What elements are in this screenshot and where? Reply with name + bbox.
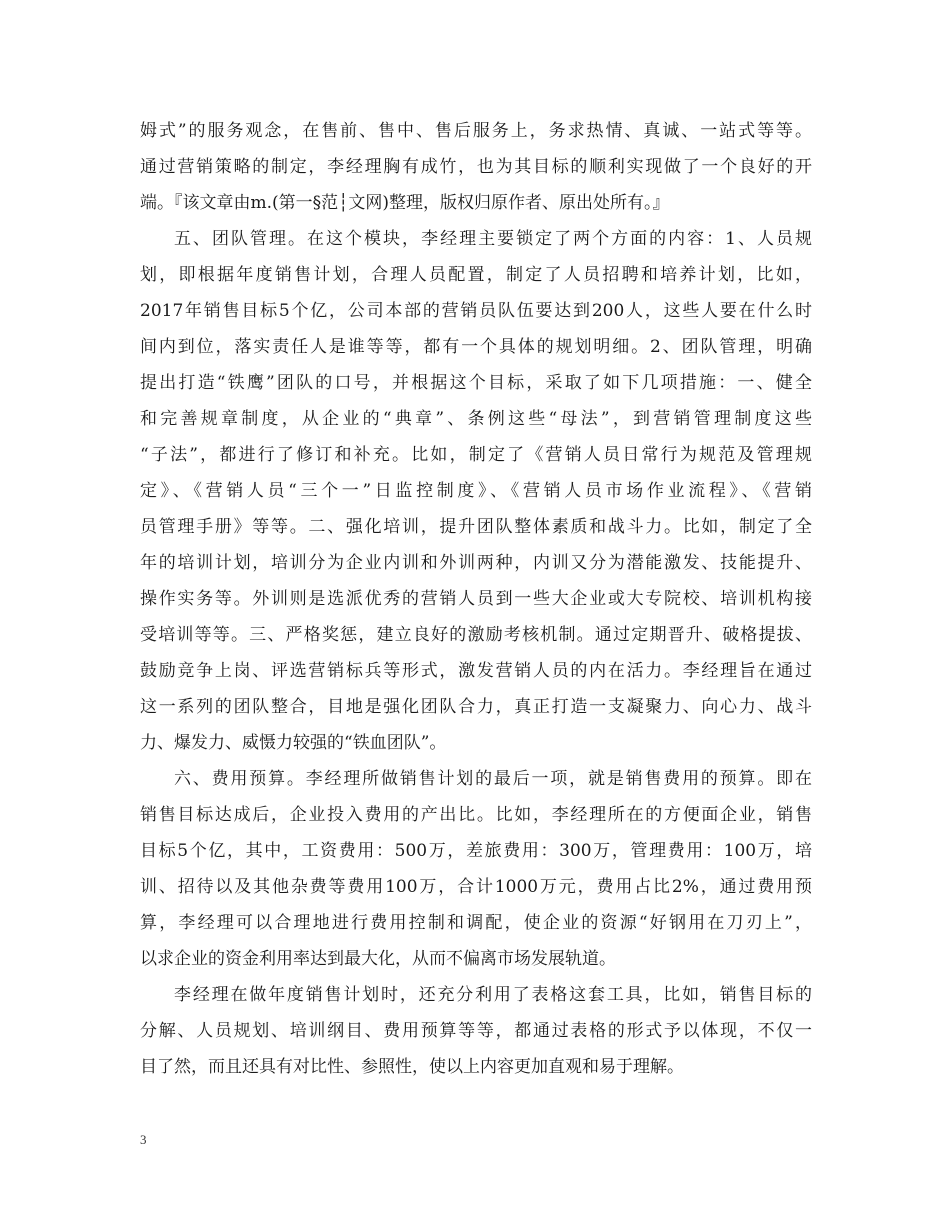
text-line: 间内到位，落实责任人是谁等等，都有一个具体的规划明细。2、团队管理，明确	[140, 337, 812, 357]
text-line: 2017年销售目标5个亿，公司本部的营销员队伍要达到200人，这些人要在什么时	[140, 301, 812, 321]
body-text	[140, 113, 812, 1085]
text-line: 提出打造“铁鹰”团队的口号，并根据这个目标，采取了如下几项措施：一、健全	[140, 373, 812, 393]
text-line: 训、招待以及其他杂费等费用100万，合计1000万元，费用占比2%，通过费用预	[140, 877, 812, 897]
text-line: 划，即根据年度销售计划，合理人员配置，制定了人员招聘和培养计划，比如，	[140, 265, 812, 285]
paragraph-start-budget: 六、费用预算。李经理所做销售计划的最后一项，就是销售费用的预算。即在	[174, 769, 812, 789]
text-line: 和完善规章制度，从企业的“典章”、条例这些“母法”，到营销管理制度这些	[140, 409, 812, 429]
text-line: 分解、人员规划、培训纲目、费用预算等等，都通过表格的形式予以体现，不仅一	[140, 1021, 812, 1041]
text-line: 通过营销策略的制定，李经理胸有成竹，也为其目标的顺利实现做了一个良好的开	[140, 157, 812, 177]
text-line: 鼓励竞争上岗、评选营销标兵等形式，激发营销人员的内在活力。李经理旨在通过	[140, 661, 812, 681]
text-line: 目标5个亿，其中，工资费用：500万，差旅费用：300万，管理费用：100万，培	[140, 841, 812, 861]
text-line: 端。『该文章由m.(第一§范┆文网)整理，版权归原作者、原出处所有。』	[140, 193, 670, 213]
text-line: 定》、《营销人员“三个一”日监控制度》、《营销人员市场作业流程》、《营销	[140, 481, 812, 501]
text-line: 年的培训计划，培训分为企业内训和外训两种，内训又分为潜能激发、技能提升、	[140, 553, 812, 573]
text-line: 这一系列的团队整合，目地是强化团队合力，真正打造一支凝聚力、向心力、战斗	[140, 697, 812, 717]
text-line: 力、爆发力、威慑力较强的“铁血团队”。	[140, 733, 447, 753]
text-line: 员管理手册》等等。二、强化培训，提升团队整体素质和战斗力。比如，制定了全	[140, 517, 812, 537]
text-line: 操作实务等。外训则是选派优秀的营销人员到一些大企业或大专院校、培训机构接	[140, 589, 812, 609]
text-line: 算，李经理可以合理地进行费用控制和调配，使企业的资源“好钢用在刀刃上”，	[140, 913, 812, 933]
text-line: 姆式”的服务观念，在售前、售中、售后服务上，务求热情、真诚、一站式等等。	[140, 121, 812, 141]
text-line: 以求企业的资金利用率达到最大化，从而不偏离市场发展轨道。	[140, 949, 616, 969]
paragraph-start-team-management: 五、团队管理。在这个模块，李经理主要锁定了两个方面的内容：1、人员规	[174, 229, 812, 249]
page-number: 3	[140, 1132, 147, 1147]
text-line: 目了然，而且还具有对比性、参照性，使以上内容更加直观和易于理解。	[140, 1057, 684, 1077]
text-line: 销售目标达成后，企业投入费用的产出比。比如，李经理所在的方便面企业，销售	[140, 805, 812, 825]
text-line: 受培训等等。三、严格奖惩，建立良好的激励考核机制。通过定期晋升、破格提拔、	[140, 625, 812, 645]
paragraph-start-summary: 李经理在做年度销售计划时，还充分利用了表格这套工具，比如，销售目标的	[174, 985, 812, 1005]
text-line: “子法”，都进行了修订和补充。比如，制定了《营销人员日常行为规范及管理规	[140, 445, 812, 465]
